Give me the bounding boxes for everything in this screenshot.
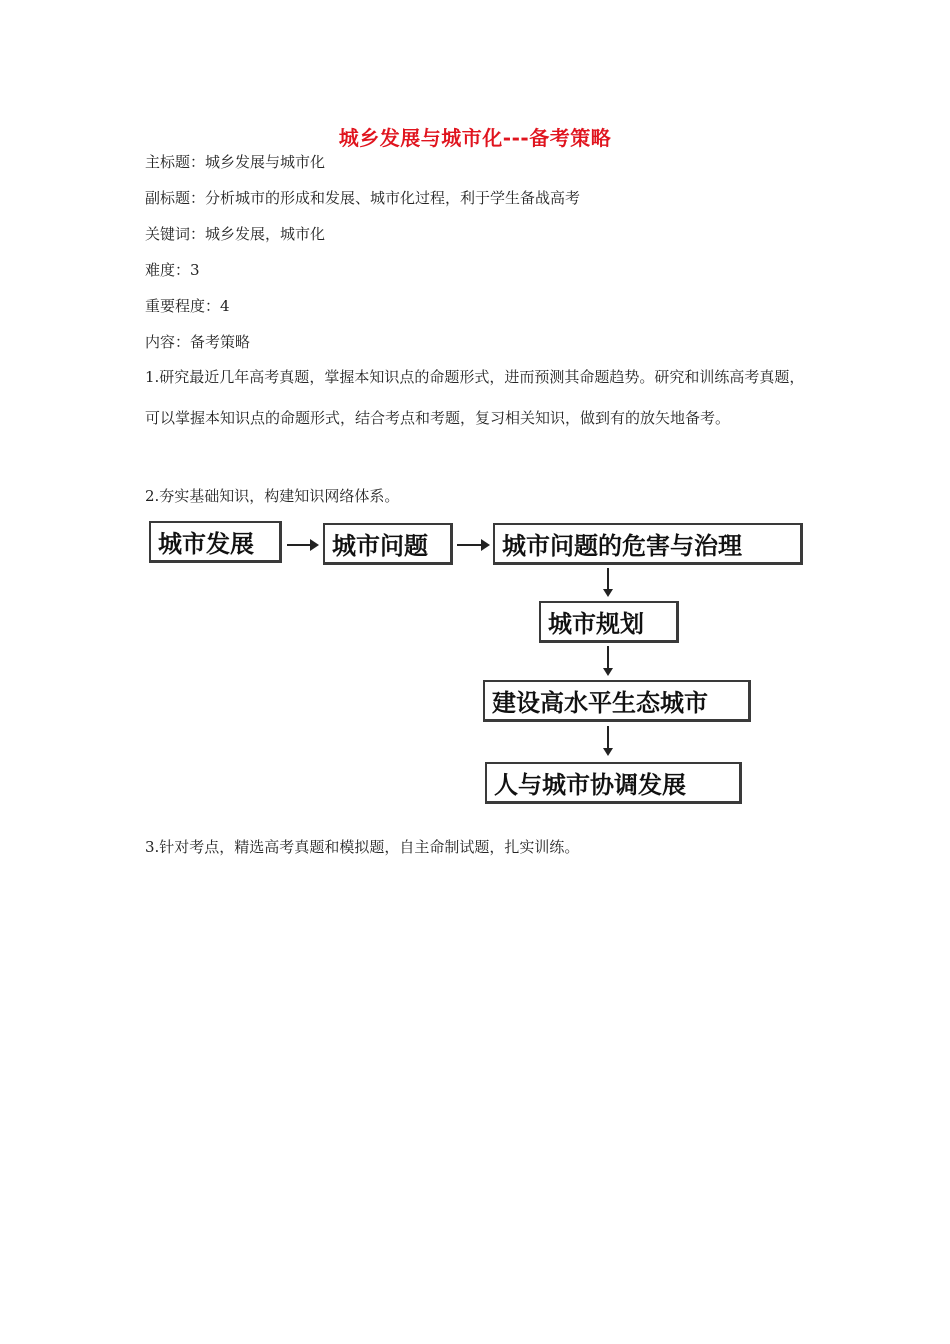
document-title: 城乡发展与城市化---备考策略 bbox=[338, 126, 612, 150]
main-title-line: 主标题：城乡发展与城市化 bbox=[145, 153, 326, 171]
flow-node-urban-development: 城市发展 bbox=[149, 521, 282, 563]
difficulty-line: 难度：3 bbox=[145, 261, 200, 279]
flow-arrow-down-icon bbox=[603, 726, 613, 756]
importance-line: 重要程度：4 bbox=[145, 297, 230, 315]
flow-node-eco-city: 建设高水平生态城市 bbox=[483, 680, 751, 722]
flow-node-problem-harm-governance: 城市问题的危害与治理 bbox=[493, 523, 803, 565]
flow-node-urban-problems: 城市问题 bbox=[323, 523, 453, 565]
flow-arrow-right-icon bbox=[457, 538, 490, 552]
strategy-point-3: 3.针对考点，精选高考真题和模拟题，自主命制试题，扎实训练。 bbox=[145, 838, 580, 856]
strategy-point-2: 2.夯实基础知识，构建知识网络体系。 bbox=[145, 487, 400, 505]
flow-node-human-city-harmony: 人与城市协调发展 bbox=[485, 762, 742, 804]
flow-node-urban-planning: 城市规划 bbox=[539, 601, 679, 643]
strategy-point-1: 1.研究最近几年高考真题，掌握本知识点的命题形式，进而预测其命题趋势。研究和训练高考真题，可以掌握本知识点的命题形式，结合考点和考题，复习相关知识，做到有的放矢地备考。 bbox=[145, 368, 805, 427]
subtitle-line: 副标题：分析城市的形成和发展、城市化过程，利于学生备战高考 bbox=[145, 189, 581, 207]
keywords-line: 关键词：城乡发展，城市化 bbox=[145, 225, 326, 243]
flow-arrow-down-icon bbox=[603, 646, 613, 676]
flow-arrow-down-icon bbox=[603, 568, 613, 597]
content-line: 内容：备考策略 bbox=[145, 333, 251, 351]
flow-arrow-right-icon bbox=[287, 538, 319, 552]
